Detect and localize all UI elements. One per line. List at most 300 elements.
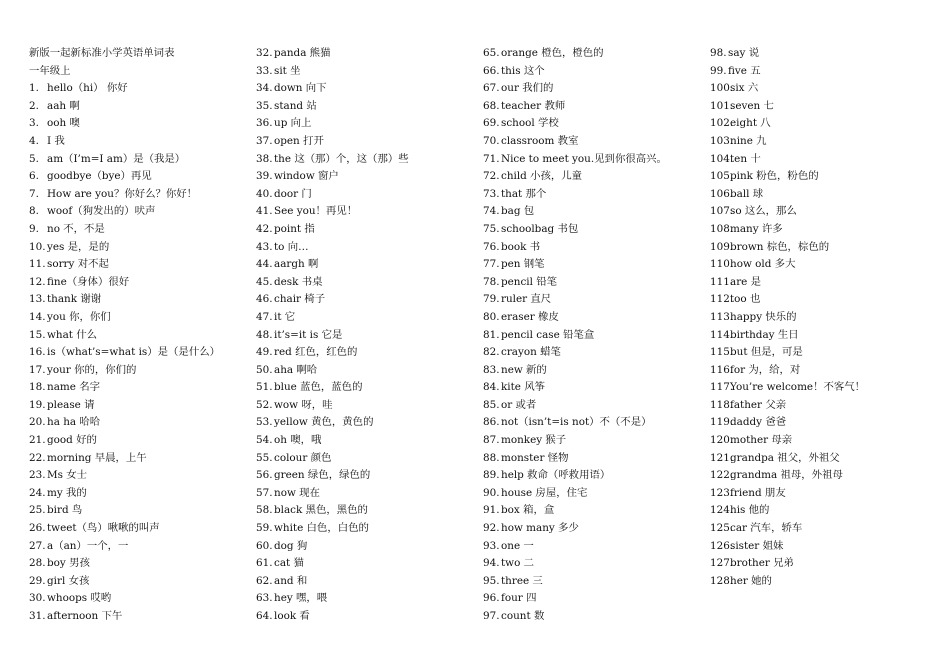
entry-text: schoolbag 书包 xyxy=(501,222,579,235)
entry-number: 73. xyxy=(483,187,500,200)
word-entry xyxy=(483,239,708,257)
entry-number: 123. xyxy=(710,486,734,499)
word-entry xyxy=(29,608,254,626)
word-entry xyxy=(710,485,935,503)
entry-text: blue 蓝色，蓝色的 xyxy=(274,381,363,394)
word-entry xyxy=(710,291,935,309)
entry-number: 94. xyxy=(483,557,500,570)
word-entry xyxy=(29,221,254,239)
entry-number: 38. xyxy=(256,152,273,165)
word-entry xyxy=(483,432,708,450)
entry-text: aah 啊 xyxy=(47,99,80,112)
word-entry xyxy=(256,221,481,239)
entry-number: 51. xyxy=(256,381,273,394)
entry-text: good 好的 xyxy=(47,434,97,447)
word-entry xyxy=(256,397,481,415)
entry-text: the 这（那）个，这（那）些 xyxy=(274,152,409,165)
word-entry xyxy=(483,186,708,204)
entry-number: 45. xyxy=(256,275,273,288)
word-entry xyxy=(710,467,935,485)
entry-text: thank 谢谢 xyxy=(47,293,102,306)
word-entry xyxy=(483,520,708,538)
word-entry xyxy=(483,414,708,432)
entry-number: 8. xyxy=(29,205,39,218)
word-entry xyxy=(710,327,935,345)
entry-number: 31. xyxy=(29,610,46,622)
entry-text: count 数 xyxy=(501,610,545,622)
entry-number: 89. xyxy=(483,469,500,482)
entry-number: 17. xyxy=(29,363,46,376)
word-entry xyxy=(29,309,254,327)
entry-text: woof（狗发出的）吠声 xyxy=(47,205,156,218)
word-entry xyxy=(29,80,254,98)
entry-text: hello（hi） 你好 xyxy=(47,82,128,95)
entry-text: door 门 xyxy=(274,187,312,200)
word-entry xyxy=(256,133,481,151)
word-entry xyxy=(256,467,481,485)
entry-number: 5. xyxy=(29,152,39,165)
word-entry xyxy=(710,362,935,380)
entry-number: 109. xyxy=(710,240,734,253)
entry-text: sit 坐 xyxy=(274,64,301,77)
word-entry xyxy=(256,291,481,309)
entry-text: daddy 爸爸 xyxy=(730,416,787,429)
entry-text: school 学校 xyxy=(501,117,559,130)
entry-number: 112. xyxy=(710,293,734,306)
entry-number: 88. xyxy=(483,451,500,464)
entry-text: ooh 噢 xyxy=(47,117,80,130)
entry-text: four 四 xyxy=(501,592,537,605)
word-entry xyxy=(256,608,481,626)
entry-number: 53. xyxy=(256,416,273,429)
entry-number: 118. xyxy=(710,398,734,411)
entry-text: that 那个 xyxy=(501,187,547,200)
entry-number: 67. xyxy=(483,82,500,95)
entry-number: 108. xyxy=(710,222,734,235)
entry-number: 22. xyxy=(29,451,46,464)
entry-number: 37. xyxy=(256,134,273,147)
word-entry xyxy=(483,362,708,380)
word-entry xyxy=(29,538,254,556)
entry-text: no 不，不是 xyxy=(47,222,105,235)
entry-text: stand 站 xyxy=(274,99,317,112)
word-entry xyxy=(256,151,481,169)
entry-text: See you！再见！ xyxy=(274,205,358,218)
entry-text: new 新的 xyxy=(501,363,547,376)
entry-number: 66. xyxy=(483,64,500,77)
entry-number: 14. xyxy=(29,310,46,323)
entry-text: brother 兄弟 xyxy=(730,557,794,570)
word-entry xyxy=(256,256,481,274)
word-entry xyxy=(256,344,481,362)
entry-text: it 它 xyxy=(274,310,296,323)
entry-number: 70. xyxy=(483,134,500,147)
word-entry xyxy=(29,133,254,151)
word-entry xyxy=(710,379,935,397)
entry-text: pencil case 铅笔盒 xyxy=(501,328,595,341)
entry-number: 60. xyxy=(256,539,273,552)
entry-number: 52. xyxy=(256,398,273,411)
entry-number: 85. xyxy=(483,398,500,411)
entry-number: 23. xyxy=(29,469,46,482)
entry-number: 39. xyxy=(256,170,273,183)
word-entry xyxy=(256,502,481,520)
entry-number: 32. xyxy=(256,47,273,59)
entry-text: wow 呀，哇 xyxy=(274,398,333,411)
entry-text: aargh 啊 xyxy=(274,258,319,271)
entry-text: and 和 xyxy=(274,574,308,587)
entry-number: 7. xyxy=(29,187,39,200)
word-entry xyxy=(256,98,481,116)
entry-text: book 书 xyxy=(501,240,541,253)
entry-number: 92. xyxy=(483,522,500,535)
entry-text: Ms 女士 xyxy=(47,469,88,482)
entry-number: 90. xyxy=(483,486,500,499)
entry-number: 114. xyxy=(710,328,734,341)
word-entry xyxy=(29,520,254,538)
word-entry xyxy=(483,168,708,186)
word-entry xyxy=(29,379,254,397)
word-entry xyxy=(29,344,254,362)
entry-text: grandma 祖母，外祖母 xyxy=(730,469,843,482)
word-entry xyxy=(483,379,708,397)
word-entry xyxy=(256,538,481,556)
entry-number: 86. xyxy=(483,416,500,429)
word-entry xyxy=(29,555,254,573)
entry-text: eight 八 xyxy=(730,117,771,130)
entry-number: 63. xyxy=(256,592,273,605)
entry-number: 56. xyxy=(256,469,273,482)
entry-text: your 你的，你们的 xyxy=(47,363,137,376)
entry-text: You’re welcome！不客气！ xyxy=(730,381,866,394)
word-entry xyxy=(483,502,708,520)
entry-text: his 他的 xyxy=(730,504,770,517)
entry-text: her 她的 xyxy=(730,574,772,587)
entry-number: 46. xyxy=(256,293,273,306)
entry-number: 29. xyxy=(29,574,46,587)
entry-number: 81. xyxy=(483,328,500,341)
word-entry xyxy=(483,256,708,274)
entry-text: father 父亲 xyxy=(730,398,787,411)
entry-text: you 你，你们 xyxy=(47,310,111,323)
word-entry xyxy=(29,256,254,274)
entry-number: 21. xyxy=(29,434,46,447)
entry-text: friend 朋友 xyxy=(730,486,786,499)
entry-number: 48. xyxy=(256,328,273,341)
entry-text: two 二 xyxy=(501,557,535,570)
entry-number: 104. xyxy=(710,152,734,165)
entry-number: 6. xyxy=(29,170,39,183)
entry-number: 11. xyxy=(29,258,46,271)
entry-text: are 是 xyxy=(730,275,762,288)
word-entry xyxy=(710,520,935,538)
entry-text: kite 风筝 xyxy=(501,381,546,394)
entry-text: cat 猫 xyxy=(274,557,304,570)
entry-text: pencil 铅笔 xyxy=(501,275,558,288)
entry-text: car 汽车，轿车 xyxy=(730,522,803,535)
entry-text: eraser 橡皮 xyxy=(501,310,559,323)
word-entry xyxy=(710,186,935,204)
word-entry xyxy=(256,63,481,81)
entry-number: 83. xyxy=(483,363,500,376)
entry-number: 43. xyxy=(256,240,273,253)
entry-text: box 箱，盒 xyxy=(501,504,555,517)
entry-number: 113. xyxy=(710,310,734,323)
entry-text: yes 是，是的 xyxy=(47,240,110,253)
word-column-2 xyxy=(256,45,481,626)
entry-number: 25. xyxy=(29,504,46,517)
word-entry xyxy=(710,98,935,116)
word-entry xyxy=(483,467,708,485)
entry-text: afternoon 下午 xyxy=(47,610,123,622)
word-column-3 xyxy=(483,45,708,626)
entry-number: 40. xyxy=(256,187,273,200)
entry-number: 77. xyxy=(483,258,500,271)
word-entry xyxy=(256,45,481,63)
word-entry xyxy=(710,502,935,520)
entry-number: 58. xyxy=(256,504,273,517)
entry-number: 103. xyxy=(710,134,734,147)
entry-number: 13. xyxy=(29,293,46,306)
entry-text: to 向… xyxy=(274,240,309,253)
entry-number: 69. xyxy=(483,117,500,130)
entry-text: so 这么，那么 xyxy=(730,205,797,218)
entry-number: 101. xyxy=(710,99,734,112)
entry-number: 4. xyxy=(29,134,39,147)
entry-number: 15. xyxy=(29,328,46,341)
entry-number: 27. xyxy=(29,539,46,552)
word-entry xyxy=(710,239,935,257)
word-entry xyxy=(710,432,935,450)
word-entry xyxy=(256,590,481,608)
entry-number: 28. xyxy=(29,557,46,570)
word-entry xyxy=(483,80,708,98)
word-entry xyxy=(483,590,708,608)
word-entry xyxy=(710,203,935,221)
entry-number: 10. xyxy=(29,240,46,253)
word-entry xyxy=(29,573,254,591)
entry-text: please 请 xyxy=(47,398,95,411)
entry-text: nine 九 xyxy=(730,134,767,147)
word-entry xyxy=(256,327,481,345)
word-entry xyxy=(256,573,481,591)
entry-number: 125. xyxy=(710,522,734,535)
entry-text: mother 母亲 xyxy=(730,434,793,447)
word-entry xyxy=(256,80,481,98)
word-entry xyxy=(710,538,935,556)
entry-number: 54. xyxy=(256,434,273,447)
entry-number: 128. xyxy=(710,574,734,587)
entry-text: bag 包 xyxy=(501,205,535,218)
entry-text: now 现在 xyxy=(274,486,320,499)
word-entry xyxy=(29,502,254,520)
entry-text: goodbye（bye）再见 xyxy=(47,170,152,183)
entry-number: 9. xyxy=(29,222,39,235)
entry-number: 117. xyxy=(710,381,734,394)
entry-number: 62. xyxy=(256,574,273,587)
entry-number: 41. xyxy=(256,205,273,218)
word-entry xyxy=(29,98,254,116)
entry-text: one 一 xyxy=(501,539,534,552)
entry-text: hey 嘿，喂 xyxy=(274,592,328,605)
entry-number: 96. xyxy=(483,592,500,605)
entry-number: 47. xyxy=(256,310,273,323)
entry-number: 44. xyxy=(256,258,273,271)
word-entry xyxy=(483,608,708,626)
word-entry xyxy=(710,309,935,327)
word-entry xyxy=(710,168,935,186)
entry-number: 84. xyxy=(483,381,500,394)
entry-number: 110. xyxy=(710,258,734,271)
entry-text: pink 粉色，粉色的 xyxy=(730,170,819,183)
entry-number: 107. xyxy=(710,205,734,218)
entry-text: window 窗户 xyxy=(274,170,339,183)
entry-text: point 指 xyxy=(274,222,315,235)
entry-text: fine（身体）很好 xyxy=(47,275,130,288)
entry-text: am（I’m=I am）是（我是） xyxy=(47,152,186,165)
entry-number: 18. xyxy=(29,381,46,394)
entry-number: 87. xyxy=(483,434,500,447)
entry-text: desk 书桌 xyxy=(274,275,323,288)
entry-text: this 这个 xyxy=(501,64,545,77)
entry-text: white 白色，白色的 xyxy=(274,522,369,535)
document-title: 新版一起新标准小学英语单词表 xyxy=(29,47,175,59)
entry-number: 93. xyxy=(483,539,500,552)
entry-text: look 看 xyxy=(274,610,310,622)
word-entry xyxy=(483,309,708,327)
word-entry xyxy=(256,203,481,221)
word-entry xyxy=(710,274,935,292)
entry-number: 100. xyxy=(710,82,734,95)
entry-number: 64. xyxy=(256,610,273,622)
word-entry xyxy=(483,133,708,151)
entry-text: brown 棕色，棕色的 xyxy=(730,240,830,253)
entry-number: 42. xyxy=(256,222,273,235)
entry-text: colour 颜色 xyxy=(274,451,332,464)
word-entry xyxy=(710,133,935,151)
entry-text: what 什么 xyxy=(47,328,98,341)
entry-text: dog 狗 xyxy=(274,539,308,552)
entry-text: aha 啊哈 xyxy=(274,363,318,376)
entry-number: 126. xyxy=(710,539,734,552)
word-column-4 xyxy=(710,45,935,590)
word-entry xyxy=(483,573,708,591)
entry-text: ruler 直尺 xyxy=(501,293,552,306)
word-entry xyxy=(256,414,481,432)
entry-number: 76. xyxy=(483,240,500,253)
entry-text: seven 七 xyxy=(730,99,774,112)
word-entry xyxy=(483,327,708,345)
entry-number: 50. xyxy=(256,363,273,376)
entry-text: a（an）一个，一 xyxy=(47,539,129,552)
entry-number: 74. xyxy=(483,205,500,218)
entry-text: girl 女孩 xyxy=(47,574,90,587)
entry-text: ball 球 xyxy=(730,187,764,200)
word-entry xyxy=(710,45,935,63)
entry-text: five 五 xyxy=(728,64,761,77)
entry-text: whoops 哎哟 xyxy=(47,592,112,605)
entry-text: chair 椅子 xyxy=(274,293,326,306)
entry-number: 20. xyxy=(29,416,46,429)
word-entry xyxy=(710,397,935,415)
word-entry xyxy=(710,256,935,274)
word-entry xyxy=(256,485,481,503)
word-entry xyxy=(710,414,935,432)
entry-text: morning 早晨，上午 xyxy=(47,451,147,464)
word-entry xyxy=(256,362,481,380)
word-entry xyxy=(710,63,935,81)
entry-text: but 但是，可是 xyxy=(730,346,803,359)
entry-text: house 房屋，住宅 xyxy=(501,486,588,499)
entry-text: for 为，给，对 xyxy=(730,363,801,376)
entry-text: happy 快乐的 xyxy=(730,310,797,323)
entry-text: up 向上 xyxy=(274,117,312,130)
entry-text: down 向下 xyxy=(274,82,327,95)
word-entry xyxy=(29,485,254,503)
word-entry xyxy=(483,450,708,468)
entry-text: tweet（鸟）啾啾的叫声 xyxy=(47,522,160,535)
word-entry xyxy=(256,379,481,397)
word-entry xyxy=(29,186,254,204)
entry-text: red 红色，红色的 xyxy=(274,346,358,359)
word-entry xyxy=(483,485,708,503)
entry-text: it’s=it is 它是 xyxy=(274,328,343,341)
entry-number: 79. xyxy=(483,293,500,306)
word-entry xyxy=(483,538,708,556)
entry-number: 68. xyxy=(483,99,500,112)
entry-text: teacher 教师 xyxy=(501,99,566,112)
entry-number: 78. xyxy=(483,275,500,288)
entry-number: 121. xyxy=(710,451,734,464)
entry-text: grandpa 祖父，外祖父 xyxy=(730,451,840,464)
entry-number: 3. xyxy=(29,117,39,130)
entry-text: child 小孩，儿童 xyxy=(501,170,583,183)
entry-text: many 许多 xyxy=(730,222,783,235)
entry-number: 55. xyxy=(256,451,273,464)
entry-number: 97. xyxy=(483,610,500,622)
entry-text: help 救命（呼救用语） xyxy=(501,469,611,482)
entry-number: 82. xyxy=(483,346,500,359)
entry-text: orange 橙色，橙色的 xyxy=(501,47,604,59)
entry-text: not（isn’t=is not）不（不是） xyxy=(501,416,652,429)
entry-number: 61. xyxy=(256,557,273,570)
entry-number: 19. xyxy=(29,398,46,411)
entry-text: ten 十 xyxy=(730,152,761,165)
entry-text: say 说 xyxy=(728,47,760,59)
word-entry xyxy=(483,274,708,292)
entry-number: 99. xyxy=(710,64,727,77)
entry-text: sorry 对不起 xyxy=(47,258,109,271)
entry-text: monkey 猴子 xyxy=(501,434,567,447)
word-entry xyxy=(29,291,254,309)
entry-text: name 名字 xyxy=(47,381,100,394)
word-entry xyxy=(29,151,254,169)
entry-text: or 或者 xyxy=(501,398,537,411)
entry-number: 119. xyxy=(710,416,734,429)
word-entry xyxy=(29,397,254,415)
entry-number: 72. xyxy=(483,170,500,183)
entry-number: 122. xyxy=(710,469,734,482)
entry-number: 34. xyxy=(256,82,273,95)
word-entry xyxy=(256,450,481,468)
entry-text: three 三 xyxy=(501,574,543,587)
entry-text: pen 钢笔 xyxy=(501,258,545,271)
word-entry xyxy=(29,432,254,450)
entry-number: 80. xyxy=(483,310,500,323)
entry-number: 124. xyxy=(710,504,734,517)
word-entry xyxy=(256,520,481,538)
word-entry xyxy=(29,590,254,608)
